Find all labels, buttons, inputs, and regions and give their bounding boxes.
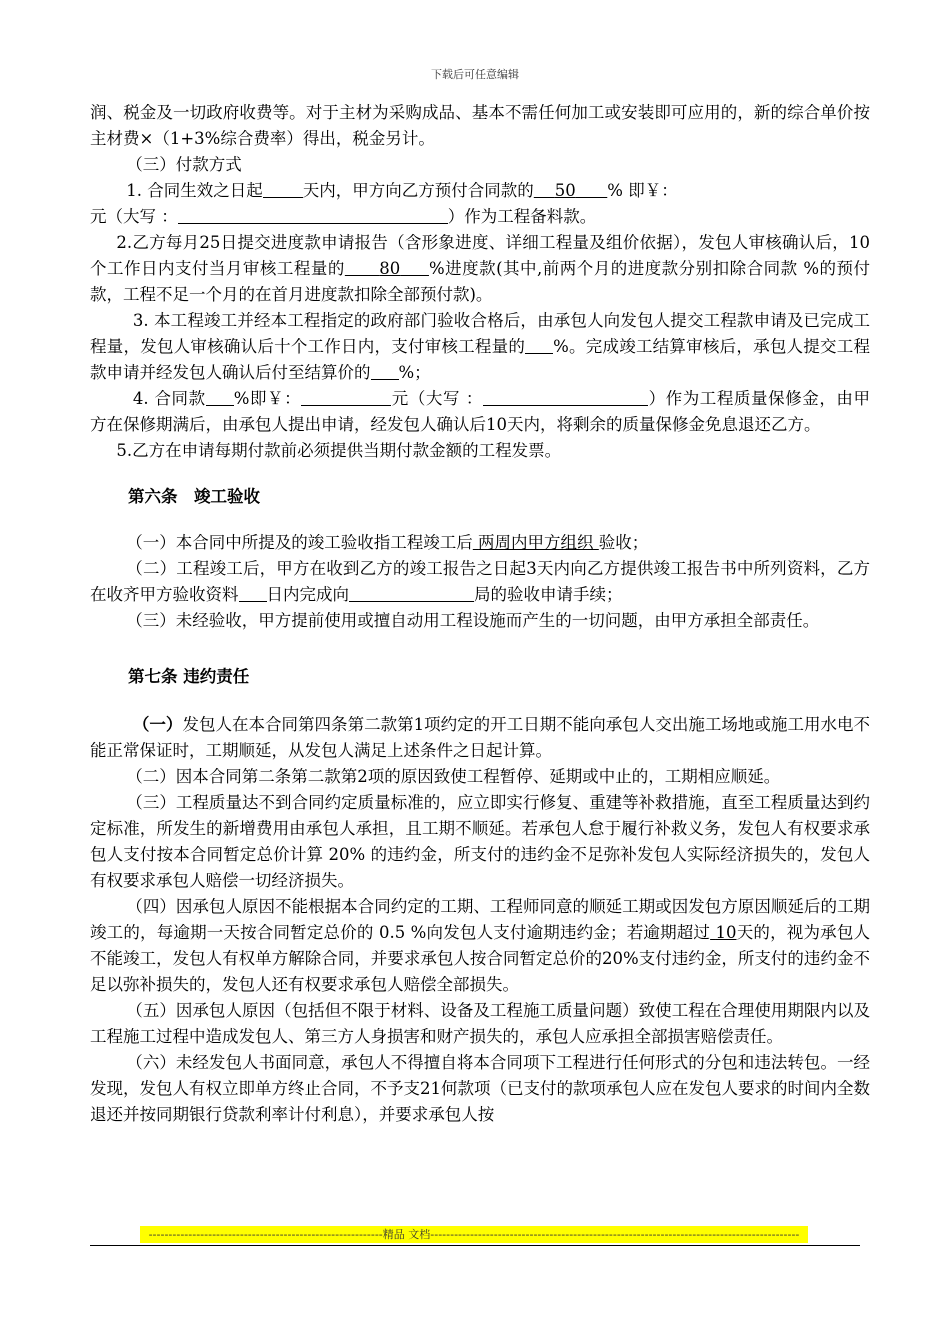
paragraph-payment-1-cont: 元（大写 ： ）作为工程备料款。 [90,207,597,226]
paragraph-acceptance-2: （二）工程竣工后，甲方在收到乙方的竣工报告之日起3天内向乙方提供竣工报告书中所列资料，乙方在收齐甲方验收资料 日内完成向 局的验收申请手续； [90,559,870,604]
footer-rule [90,1245,860,1246]
section-payment-title: （三）付款方式 [126,155,242,174]
footer-banner: -----------------------------------------------------------精品 文档--------------------------------------------------------------------------------------------- [140,1226,808,1243]
advance-percent: 50 [554,181,576,200]
page-header: 下载后可任意编辑 [431,68,519,81]
document-body [90,100,870,1128]
progress-percent: 80 [379,259,401,278]
blank-days [263,179,303,198]
blank-amount-words [178,205,448,224]
paragraph-payment-4: 4. 合同款 %即￥： 元（大写 ： ）作为工程质量保修金，由甲方在保修期满后，由承包人提出申请，经发包人确认后10天内，将剩余的质量保修金免息退还乙方。 [90,389,871,434]
paragraph-liability-6: （六）未经发包人书面同意，承包人不得擅自将本合同项下工程进行任何形式的分包和违法转包。一经发现，发包人有权立即单方终止合同，不予支21何款项（已支付的款项承包人应在发包人要求的时间内全数退还并按同期银行贷款利率计付利息），并要求承包人按 [90,1053,870,1124]
overdue-days: 10 [715,923,737,942]
paragraph-tax: 润、税金及一切政府收费等。对于主材为采购成品、基本不需任何加工或安装即可应用的，新的综合单价按主材费×（1+3%综合费率）得出，税金另计。 [90,103,870,148]
paragraph-liability-4: （四）因承包人原因不能根据本合同约定的工期、工程师同意的顺延工期或因发包方原因顺延后的工期竣工的，每逾期一天按合同暂定总价的 0.5 %向发包人支付逾期违约金；若逾期超过 10天的，视为承包人不能竣工，发包人有权单方解除合同，并要求承包人按合同暂定总价的20%支付违约金，所支付的违约金不足以弥补损失的，发包人还有权要求承包人赔偿全部损失。 [90,897,870,994]
paragraph-payment-5: 5.乙方在申请每期付款前必须提供当期付款金额的工程发票。 [116,441,562,460]
paragraph-payment-2: 2.乙方每月25日提交进度款申请报告（含形象进度、详细工程量及组价依据），发包人审核确认后，10个工作日内支付当月审核工程量的 80 %进度款(其中,前两个月的进度款分别扣除合同款 %的预付款，工程不足一个月的在首月进度款扣除全部预付款)。 [90,233,870,304]
paragraph-payment-3: 3. 本工程竣工并经本工程指定的政府部门验收合格后，由承包人向发包人提交工程款申请及已完成工程量，发包人审核确认后十个工作日内，支付审核工程量的 %。完成竣工结算审核后，承包人提交工程款申请并经发包人确认后付至结算价的 %； [90,311,870,382]
acceptance-period: 两周内甲方组织 [478,533,594,552]
paragraph-acceptance-1: （一）本合同中所提及的竣工验收指工程竣工后 两周内甲方组织 验收； [126,533,649,552]
paragraph-liability-2: （二）因本合同第二条第二款第2项的原因致使工程暂停、延期或中止的，工期相应顺延。 [126,767,781,786]
paragraph-payment-1: 1. 合同生效之日起 天内，甲方向乙方预付合同款的 50 % 即￥： [126,181,678,200]
paragraph-liability-5: （五）因承包人原因（包括但不限于材料、设备及工程施工质量问题）致使工程在合理使用期限内以及工程施工过程中造成发包人、第三方人身损害和财产损失的，承包人应承担全部损害赔偿责任。 [90,1001,870,1046]
article-7-title: 第七条 违约责任 [128,667,250,686]
footer-label: 精品 文档 [382,1228,431,1241]
paragraph-acceptance-3: （三）未经验收，甲方提前使用或擅自动用工程设施而产生的一切问题，由甲方承担全部责任。 [126,611,820,630]
paragraph-liability-1: （一）发包人在本合同第四条第二款第1项约定的开工日期不能向承包人交出施工场地或施工用水电不能正常保证时，工期顺延，从发包人满足上述条件之日起计算。 [90,715,871,760]
article-6-title: 第六条 竣工验收 [128,487,260,506]
paragraph-liability-3: （三）工程质量达不到合同约定质量标准的，应立即实行修复、重建等补救措施，直至工程质量达到约定标准，所发生的新增费用由承包人承担，且工期不顺延。若承包人怠于履行补救义务，发包人有权要求承包人支付按本合同暂定总价计算 20% 的违约金，所支付的违约金不足弥补发包人实际经济损失的，发包人有权要求承包人赔偿一切经济损失。 [90,793,870,890]
